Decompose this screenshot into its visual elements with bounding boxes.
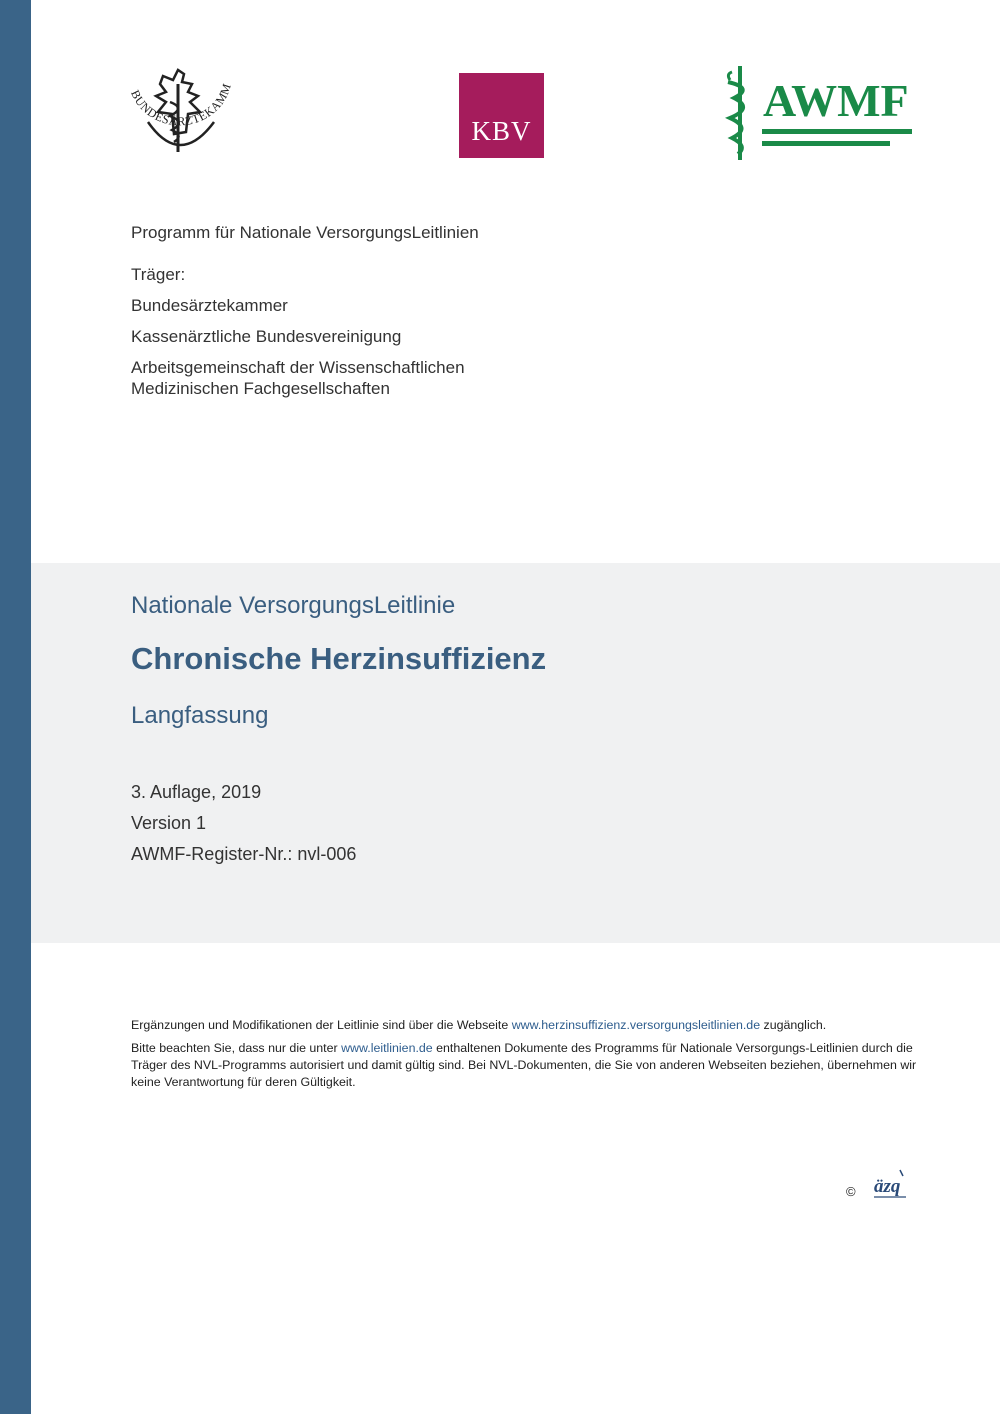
herzinsuffizienz-link[interactable]: www.herzinsuffizienz.versorgungsleitlinien.de xyxy=(511,1018,761,1032)
version: Version 1 xyxy=(131,813,207,833)
traeger-item-awmf-line-1: Arbeitsgemeinschaft der Wissenschaftlichen xyxy=(131,358,465,377)
copyright-symbol: © xyxy=(846,1184,856,1199)
notes-p1-text: Ergänzungen und Modifikationen der Leitlinie sind über die Webseite xyxy=(131,1018,512,1032)
awmf-logo-line-1 xyxy=(762,129,912,134)
traeger-block xyxy=(131,264,465,399)
kbv-logo-text: KBV xyxy=(471,116,532,146)
series-title: Nationale VersorgungsLeitlinie xyxy=(131,592,456,619)
document-title: Chronische Herzinsuffizienz xyxy=(131,641,547,676)
edition-info xyxy=(131,782,356,875)
awmf-logo-text: AWMF xyxy=(763,75,909,126)
awmf-logo xyxy=(720,62,920,164)
traeger-item-baek: Bundesärztekammer xyxy=(131,296,288,315)
notes-p2-end: enthaltenen Dokumente des Programms für Nationale Versorgungs-Leitlinien durch die Träger des NVL-Programms autorisiert und damit gültig sind. Bei NVL-Dokumenten, die Sie von anderen Webseiten beziehen, übernehmen wir keine Verantwortung für deren Gültigkeit. xyxy=(131,1041,917,1089)
traeger-item-awmf-line-2: Medizinischen Fachgesellschaften xyxy=(131,379,390,398)
register-number: AWMF-Register-Nr.: nvl-006 xyxy=(131,844,357,864)
awmf-logo-line-2 xyxy=(762,141,890,146)
notes-paragraph-2 xyxy=(131,1040,931,1091)
leitlinien-link[interactable]: www.leitlinien.de xyxy=(341,1041,433,1055)
notes-p2-text: Bitte beachten Sie, dass nur die unter xyxy=(131,1041,342,1055)
traeger-label: Träger: xyxy=(131,265,186,284)
kbv-logo xyxy=(459,73,544,158)
notes-p1-end: zugänglich. xyxy=(760,1018,827,1032)
bundesaerztekammer-logo xyxy=(118,62,242,170)
notes-paragraph-1 xyxy=(131,1017,931,1034)
left-color-bar xyxy=(0,0,31,1414)
azq-logo xyxy=(872,1168,912,1202)
baek-ring-text: BUNDESÄRZTEKAMM xyxy=(128,81,234,129)
title-band xyxy=(31,563,1000,943)
notes-block xyxy=(131,1017,931,1097)
program-line: Programm für Nationale VersorgungsLeitlinien xyxy=(131,223,479,242)
traeger-item-kbv: Kassenärztliche Bundesvereinigung xyxy=(131,327,402,346)
document-subtitle: Langfassung xyxy=(131,702,269,729)
edition: 3. Auflage, 2019 xyxy=(131,782,262,802)
azq-logo-text: äzq xyxy=(874,1176,901,1197)
traeger-item-awmf xyxy=(131,357,465,399)
